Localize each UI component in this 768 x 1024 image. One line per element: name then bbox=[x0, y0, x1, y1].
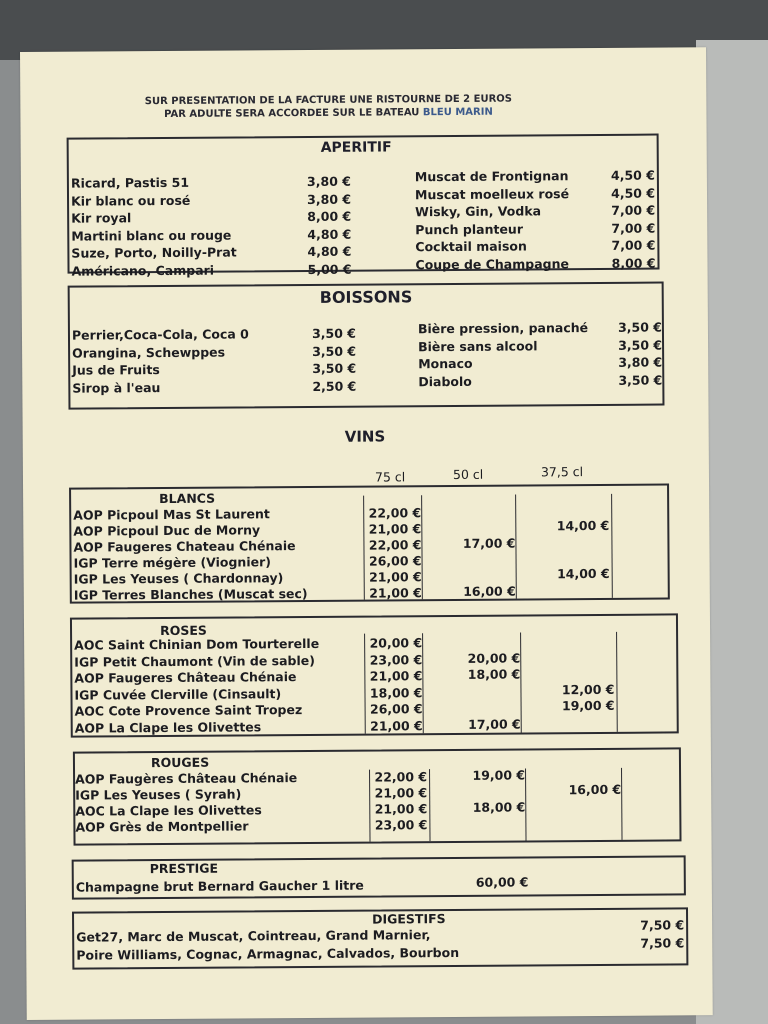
blancs-price-75cl: 21,00 € bbox=[369, 569, 422, 585]
aperitif-right-item-price: 8,00 € bbox=[611, 255, 656, 271]
rouges-wine-name: AOP Faugères Château Chénaie bbox=[75, 770, 298, 787]
blancs-price-75cl: 22,00 € bbox=[368, 537, 422, 553]
blancs-wine-name: IGP Les Yeuses ( Chardonnay) bbox=[73, 570, 284, 587]
rouges-wine-name: IGP Les Yeuses ( Syrah) bbox=[75, 786, 242, 803]
rouges-title: ROUGES bbox=[150, 754, 210, 771]
rouges-price-75cl: 23,00 € bbox=[374, 817, 428, 833]
rouges-price-50cl: 19,00 € bbox=[472, 767, 526, 783]
boissons-right-item-name: Diabolo bbox=[418, 373, 472, 389]
prestige-title: PRESTIGE bbox=[149, 860, 219, 877]
boissons-right-item-name: Bière sans alcool bbox=[418, 337, 538, 354]
boat-name: BLEU MARIN bbox=[422, 106, 493, 119]
boissons-left-item-price: 3,50 € bbox=[312, 325, 357, 341]
roses-price-37cl: 12,00 € bbox=[561, 681, 615, 697]
aperitif-left-item-price: 3,80 € bbox=[306, 173, 351, 189]
aperitif-right-item-name: Cocktail maison bbox=[415, 238, 527, 255]
roses-price-75cl: 23,00 € bbox=[369, 651, 423, 668]
boissons-left-item-price: 3,50 € bbox=[312, 343, 357, 359]
boissons-right-item-price: 3,50 € bbox=[617, 319, 662, 335]
blancs-price-50cl: 17,00 € bbox=[462, 535, 516, 551]
aperitif-right-item-price: 7,00 € bbox=[611, 220, 656, 236]
aperitif-right-item-name: Muscat moelleux rosé bbox=[414, 185, 570, 202]
rouges-price-75cl: 22,00 € bbox=[374, 769, 428, 785]
blancs-price-75cl: 26,00 € bbox=[368, 553, 422, 569]
boissons-right-item-price: 3,50 € bbox=[618, 337, 663, 353]
blancs-wine-name: IGP Terres Blanches (Muscat sec) bbox=[73, 586, 308, 603]
roses-price-75cl: 20,00 € bbox=[369, 635, 423, 651]
roses-wine-name: AOP Faugeres Château Chénaie bbox=[74, 669, 297, 686]
roses-price-50cl: 20,00 € bbox=[467, 650, 521, 666]
aperitif-right-item-price: 7,00 € bbox=[611, 237, 656, 253]
aperitif-left-item-name: Kir royal bbox=[71, 210, 132, 226]
aperitif-right-item-price: 4,50 € bbox=[611, 185, 656, 201]
aperitif-left-item-price: 8,00 € bbox=[307, 208, 352, 224]
aperitif-right-item-name: Coupe de Champagne bbox=[415, 255, 570, 272]
roses-wine-name: AOC Cote Provence Saint Tropez bbox=[74, 702, 303, 719]
roses-wine-name: IGP Cuvée Clerville (Cinsault) bbox=[74, 685, 282, 703]
digestif-name: Poire Williams, Cognac, Armagnac, Calvados, Bourbon bbox=[76, 944, 460, 963]
aperitif-left-item-price: 4,80 € bbox=[307, 226, 352, 242]
size-37cl: 37,5 cl bbox=[540, 464, 584, 480]
boissons-left-item-price: 2,50 € bbox=[312, 378, 357, 394]
boissons-right-item-name: Monaco bbox=[418, 355, 473, 372]
boissons-right-item-price: 3,80 € bbox=[618, 354, 663, 370]
roses-wine-name: IGP Petit Chaumont (Vin de sable) bbox=[74, 652, 315, 670]
aperitif-left-item-price: 5,00 € bbox=[307, 261, 352, 277]
rouges-wine-name: AOP Grès de Montpellier bbox=[75, 818, 249, 835]
aperitif-right-item-name: Muscat de Frontignan bbox=[414, 168, 569, 185]
blancs-price-37cl: 14,00 € bbox=[556, 517, 610, 534]
roses-price-75cl: 21,00 € bbox=[370, 717, 423, 734]
menu-sheet bbox=[20, 47, 713, 1020]
roses-price-37cl: 19,00 € bbox=[561, 697, 615, 714]
digestifs-title: DIGESTIFS bbox=[372, 911, 446, 927]
roses-price-75cl: 18,00 € bbox=[369, 684, 423, 701]
boissons-left-item-price: 3,50 € bbox=[312, 360, 357, 376]
size-50cl: 50 cl bbox=[452, 466, 484, 482]
boissons-right-item-price: 3,50 € bbox=[618, 372, 663, 388]
rouges-price-75cl: 21,00 € bbox=[374, 785, 428, 801]
digestif-price: 7,50 € bbox=[640, 917, 685, 933]
boissons-left-item-name: Perrier,Coca-Cola, Coca 0 bbox=[71, 326, 249, 343]
blancs-wine-name: AOP Faugeres Chateau Chénaie bbox=[73, 538, 296, 555]
blancs-wine-name: IGP Terre mégère (Viognier) bbox=[73, 554, 272, 571]
prestige-wine-name: Champagne brut Bernard Gaucher 1 litre bbox=[75, 877, 364, 895]
roses-wine-name: AOC Saint Chinian Dom Tourterelle bbox=[74, 635, 320, 653]
aperitif-right-item-name: Wisky, Gin, Vodka bbox=[415, 203, 542, 220]
blancs-price-75cl: 21,00 € bbox=[369, 585, 422, 601]
blancs-price-37cl: 14,00 € bbox=[557, 565, 610, 582]
blancs-price-50cl: 16,00 € bbox=[463, 583, 516, 599]
digestif-price: 7,50 € bbox=[640, 935, 685, 951]
aperitif-title: APERITIF bbox=[320, 139, 392, 156]
rouges-price-37cl: 16,00 € bbox=[568, 781, 622, 798]
blancs-title: BLANCS bbox=[159, 490, 216, 507]
boissons-left-item-name: Jus de Fruits bbox=[72, 362, 160, 378]
rouges-wine-name: AOC La Clape les Olivettes bbox=[75, 802, 262, 819]
aperitif-right-item-name: Punch planteur bbox=[415, 220, 523, 237]
size-75cl: 75 cl bbox=[374, 469, 406, 485]
roses-price-50cl: 17,00 € bbox=[468, 716, 521, 732]
aperitif-left-item-name: Martini blanc ou rouge bbox=[71, 227, 232, 244]
aperitif-left-item-name: Suze, Porto, Noilly-Prat bbox=[71, 244, 237, 261]
aperitif-left-item-price: 4,80 € bbox=[307, 243, 352, 259]
boissons-left-item-name: Sirop à l'eau bbox=[72, 379, 161, 396]
notice-line-1: SUR PRESENTATION DE LA FACTURE UNE RISTOURNE DE 2 EUROS bbox=[144, 93, 513, 108]
aperitif-left-item-name: Ricard, Pastis 51 bbox=[70, 174, 190, 191]
prestige-wine-price: 60,00 € bbox=[475, 874, 529, 890]
aperitif-right-item-price: 4,50 € bbox=[610, 167, 655, 183]
rouges-price-75cl: 21,00 € bbox=[374, 801, 428, 817]
blancs-price-75cl: 21,00 € bbox=[368, 521, 422, 537]
roses-price-75cl: 21,00 € bbox=[369, 668, 423, 684]
notice-line-2: PAR ADULTE SERA ACCORDEE SUR LE BATEAU BLEU MARIN bbox=[164, 106, 493, 120]
blancs-wine-name: AOP Picpoul Mas St Laurent bbox=[73, 506, 270, 523]
aperitif-left-item-name: Kir blanc ou rosé bbox=[70, 192, 191, 209]
roses-price-75cl: 26,00 € bbox=[369, 701, 423, 717]
aperitif-left-item-price: 3,80 € bbox=[307, 191, 352, 207]
boissons-left-item-name: Orangina, Schewppes bbox=[72, 344, 226, 361]
boissons-right-item-name: Bière pression, panaché bbox=[417, 320, 589, 337]
roses-title: ROSES bbox=[159, 622, 207, 639]
blancs-wine-name: AOP Picpoul Duc de Morny bbox=[73, 522, 261, 539]
digestif-name: Get27, Marc de Muscat, Cointreau, Grand Marnier, bbox=[76, 927, 431, 945]
blancs-price-75cl: 22,00 € bbox=[368, 505, 422, 521]
roses-wine-name: AOP La Clape les Olivettes bbox=[74, 718, 262, 736]
boissons-title: BOISSONS bbox=[319, 287, 413, 307]
roses-price-50cl: 18,00 € bbox=[467, 666, 521, 682]
aperitif-right-item-price: 7,00 € bbox=[611, 202, 656, 218]
rouges-price-50cl: 18,00 € bbox=[472, 799, 526, 815]
discount-notice bbox=[128, 92, 528, 121]
vins-title: VINS bbox=[344, 427, 386, 446]
aperitif-left-item-name: Américano, Campari bbox=[71, 262, 215, 279]
